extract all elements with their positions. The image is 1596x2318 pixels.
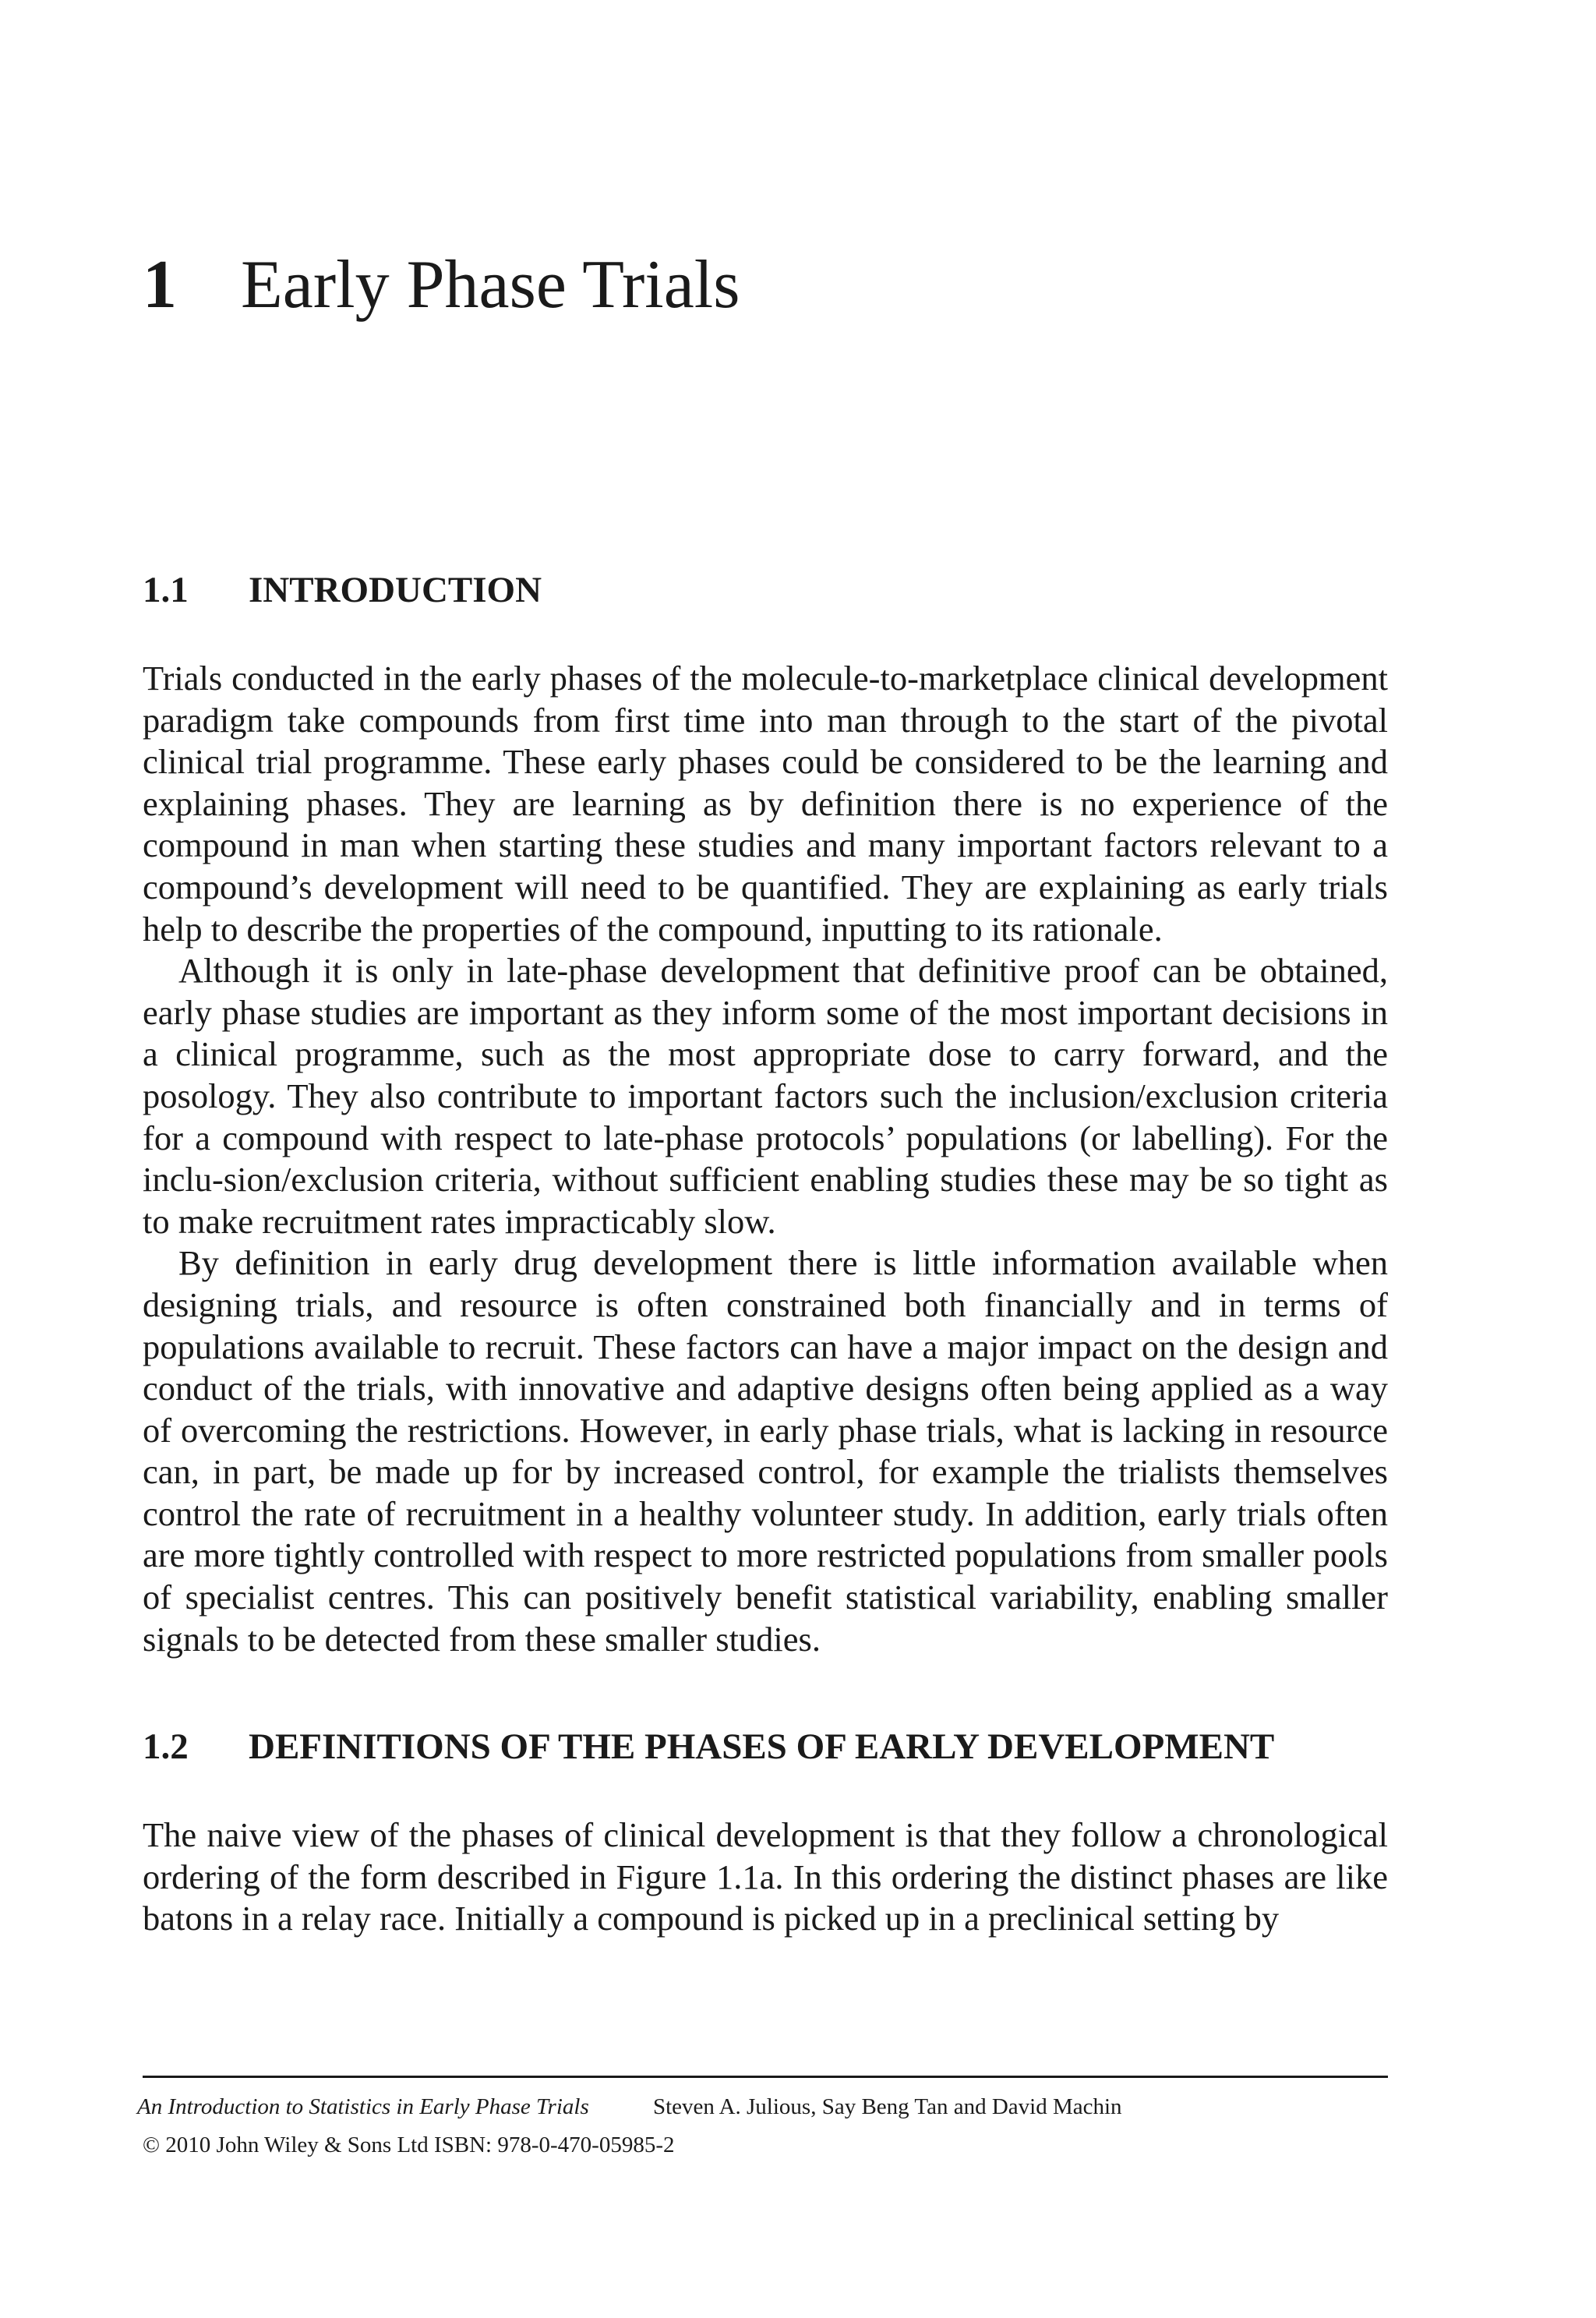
paragraph: Although it is only in late-phase development that definitive proof can be obtained, early phase studies are important as they inform some of the most important decisions in a clinical programme, such as the most appropriate dose to carry forward, and the posology. They also contribute to important factors such the inclusion/exclusion criteria for a compound with respect to late-phase protocols’ populations (or labelling). For the inclu-sion/exclusion criteria, without sufficient enabling studies these may be so tight as to make recruitment rates impracticably slow. <box>143 951 1388 1241</box>
paragraph: By definition in early drug development there is little information available when designing trials, and resource is often constrained both financially and in terms of populations available to recruit. These factors can have a major impact on the design and conduct of the trials, with innovative and adaptive designs often being applied as a way of overcoming the restrictions. However, in early phase trials, what is lacking in resource can, in part, be made up for by increased control, for example the trialists themselves control the rate of recruitment in a healthy volunteer study. In addition, early trials often are more tightly controlled with respect to more restricted populations from smaller pools of specialist centres. This can positively benefit statistical variability, enabling smaller signals to be detected from these smaller studies. <box>143 1243 1388 1659</box>
footer-citation <box>137 2094 1122 2121</box>
section-number: 1.2 <box>143 1726 189 1767</box>
section-heading-introduction <box>143 572 542 609</box>
footer-copyright: © 2010 John Wiley & Sons Ltd ISBN: 978-0-470-05985-2 <box>143 2132 675 2157</box>
chapter-title-text: Early Phase Trials <box>241 247 740 323</box>
footer-authors: Steven A. Julious, Say Beng Tan and David Machin <box>653 2094 1122 2119</box>
paragraph: Trials conducted in the early phases of the molecule-to-marketplace clinical development paradigm take compounds from first time into man through to the start of the pivotal clinical trial programme. These early phases could be considered to be the learning and explaining phases. They are learning as by definition there is no experience of the compound in man when starting these studies and many important factors relevant to a compound’s development will need to be quantified. They are explaining as early trials help to describe the properties of the compound, inputting to its rationale. <box>143 659 1388 949</box>
section-heading-definitions <box>143 1726 1275 1767</box>
definitions-body <box>143 1814 1388 1940</box>
section-title: INTRODUCTION <box>249 570 542 610</box>
section-number: 1.1 <box>143 570 189 610</box>
introduction-body <box>143 658 1388 1660</box>
footer-rule <box>143 2076 1388 2078</box>
section-title: DEFINITIONS OF THE PHASES OF EARLY DEVELOPMENT <box>249 1726 1275 1767</box>
paragraph: The naive view of the phases of clinical development is that they follow a chronological ordering of the form described in Figure 1.1a. In this ordering the distinct phases are like batons in a relay race. Initially a compound is picked up in a preclinical setting by <box>143 1815 1388 1938</box>
chapter-number: 1 <box>143 247 177 323</box>
chapter-title <box>143 247 740 323</box>
footer-book-title: An Introduction to Statistics in Early Phase Trials <box>137 2094 589 2119</box>
